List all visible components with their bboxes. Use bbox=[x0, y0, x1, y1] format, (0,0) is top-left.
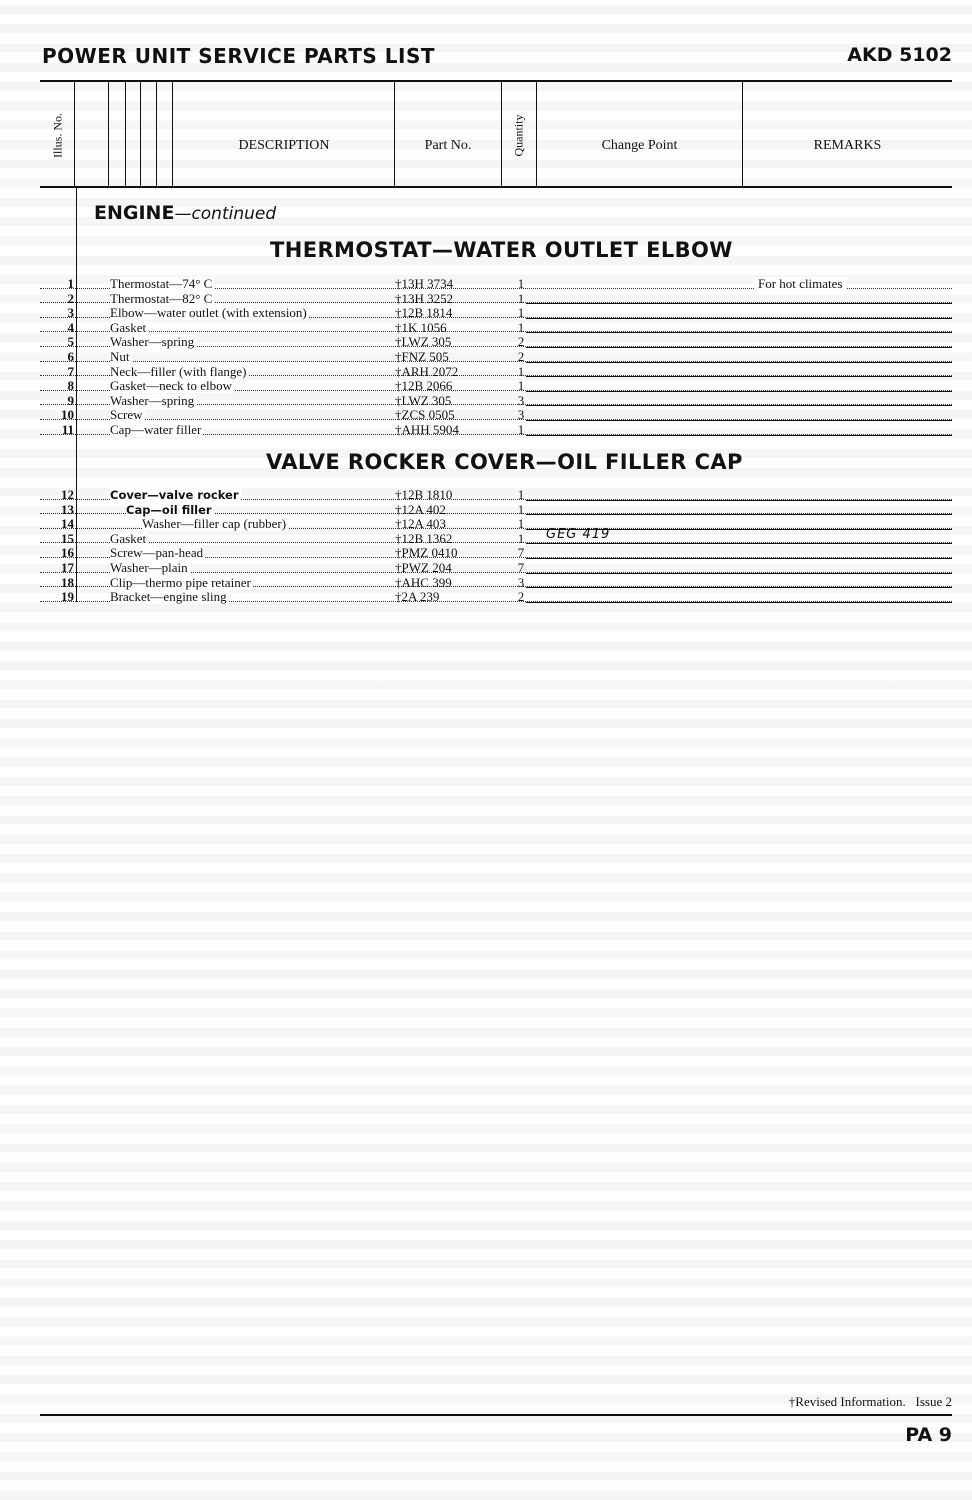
table-row: 19 Bracket—engine sling †2A 239 2 bbox=[40, 590, 952, 605]
section-title: VALVE ROCKER COVER—OIL FILLER CAP bbox=[266, 450, 743, 474]
footer-rule bbox=[40, 1414, 952, 1416]
col-quantity: Quantity bbox=[511, 114, 526, 157]
document-title: POWER UNIT SERVICE PARTS LIST bbox=[42, 44, 436, 68]
table-row: 3 Elbow—water outlet (with extension) †12B 1814 1 bbox=[40, 306, 952, 321]
col-divider bbox=[742, 82, 743, 186]
col-part-no: Part No. bbox=[424, 138, 472, 153]
table-row: 11 Cap—water filler †AHH 5904 1 bbox=[40, 423, 952, 438]
col-divider bbox=[74, 82, 75, 186]
table-row: 17 Washer—plain †PWZ 204 7 bbox=[40, 561, 952, 576]
page-number: PA 9 bbox=[905, 1424, 952, 1446]
group-heading bbox=[94, 202, 276, 224]
table-row: 16 Screw—pan-head †PMZ 0410 7 bbox=[40, 546, 952, 561]
table-row: 7 Neck—filler (with flange) †ARH 2072 1 bbox=[40, 365, 952, 380]
handwritten-note: GEG 419 bbox=[546, 526, 611, 542]
col-divider bbox=[536, 82, 537, 186]
header-rule-bottom bbox=[40, 186, 952, 188]
col-divider bbox=[108, 82, 109, 186]
table-row: 9 Washer—spring †LWZ 305 3 bbox=[40, 394, 952, 409]
column-header bbox=[40, 82, 952, 186]
col-divider bbox=[156, 82, 157, 186]
section-title: THERMOSTAT—WATER OUTLET ELBOW bbox=[270, 238, 733, 262]
col-divider bbox=[172, 82, 173, 186]
document-code: AKD 5102 bbox=[847, 44, 952, 66]
table-row: 10 Screw †ZCS 0505 3 bbox=[40, 408, 952, 423]
table-row: 1 Thermostat—74° C †13H 3734 1 For hot climates bbox=[40, 277, 952, 292]
col-change-point: Change Point bbox=[601, 138, 678, 153]
col-description: DESCRIPTION bbox=[238, 138, 330, 153]
table-row: 12 Cover—valve rocker †12B 1810 1 bbox=[40, 488, 952, 503]
table-row: 8 Gasket—neck to elbow †12B 2066 1 bbox=[40, 379, 952, 394]
col-remarks: REMARKS bbox=[813, 138, 882, 153]
table-row: 4 Gasket †1K 1056 1 bbox=[40, 321, 952, 336]
issue-label: Issue 2 bbox=[915, 1394, 952, 1409]
table-row: 6 Nut †FNZ 505 2 bbox=[40, 350, 952, 365]
table-row: 14 Washer—filler cap (rubber) †12A 403 1 bbox=[40, 517, 952, 532]
col-divider bbox=[501, 82, 502, 186]
table-row: 5 Washer—spring †LWZ 305 2 bbox=[40, 335, 952, 350]
col-divider bbox=[140, 82, 141, 186]
remark: For hot climates bbox=[754, 277, 847, 291]
table-row: 13 Cap—oil filler †12A 402 1 bbox=[40, 503, 952, 518]
table-row: 18 Clip—thermo pipe retainer †AHC 399 3 bbox=[40, 576, 952, 591]
table-row: 2 Thermostat—82° C †13H 3252 1 bbox=[40, 292, 952, 307]
table-row: 15 Gasket †12B 1362 1 GEG 419 bbox=[40, 532, 952, 547]
col-divider bbox=[125, 82, 126, 186]
footer-note: †Revised Information. Issue 2 bbox=[788, 1394, 952, 1409]
group-heading-main: ENGINE bbox=[94, 202, 175, 224]
col-illus-no: Illus. No. bbox=[50, 113, 65, 158]
col-divider bbox=[394, 82, 395, 186]
group-heading-continued: —continued bbox=[174, 204, 277, 224]
